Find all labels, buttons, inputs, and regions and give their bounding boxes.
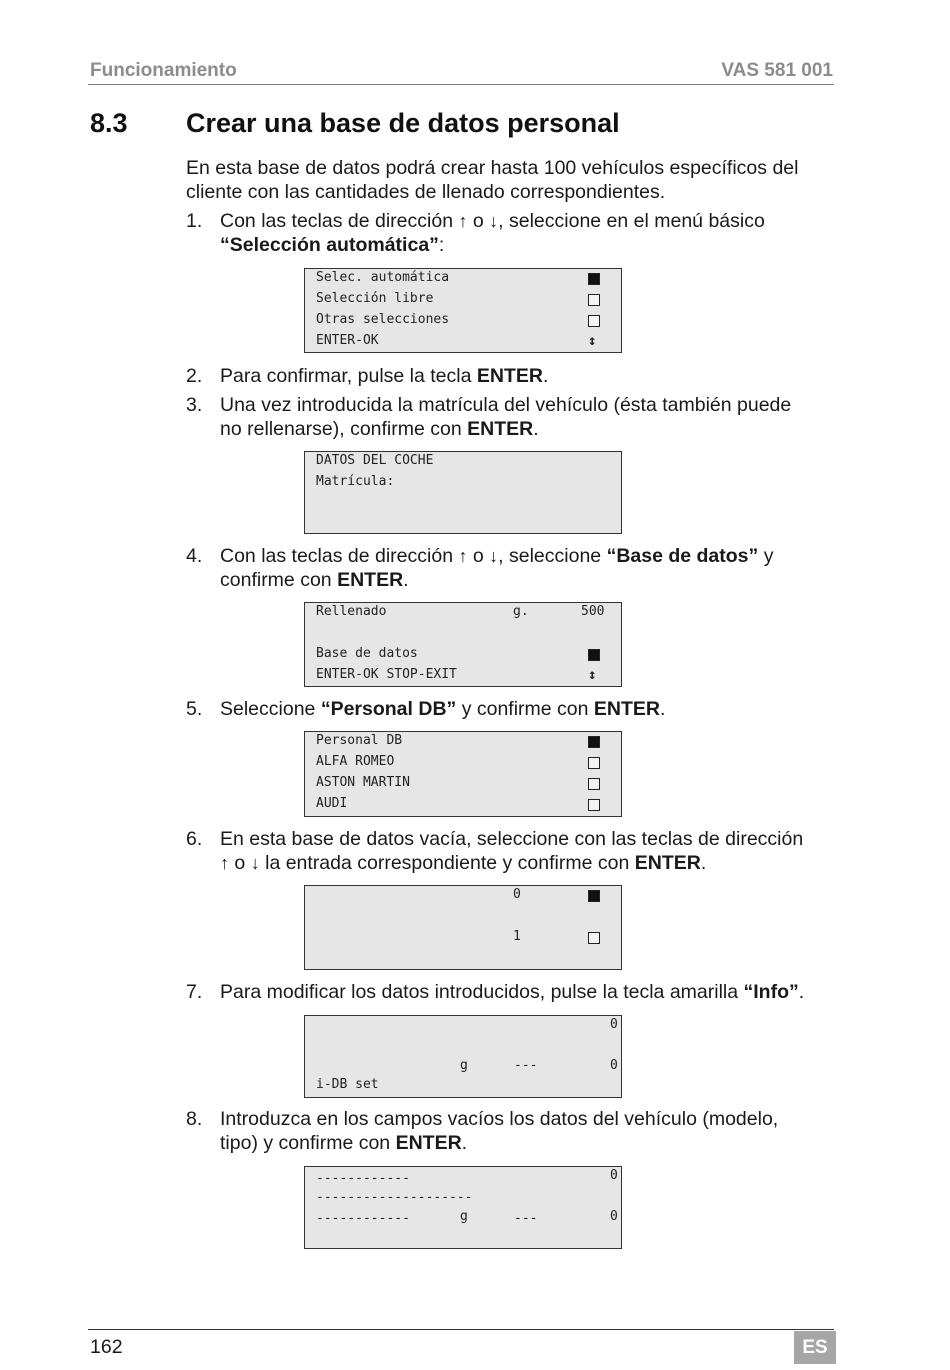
step-text: Con las teclas de dirección [220, 545, 459, 567]
display-line: Personal DB [316, 733, 403, 748]
step-number: 1. [186, 210, 203, 232]
checkbox-filled-icon [588, 649, 600, 661]
display-line: i-DB set [316, 1077, 379, 1092]
key-name: “Info” [743, 981, 799, 1003]
step-text: Seleccione [220, 698, 321, 720]
step-text: Una vez introducida la matrícula del vehículo (ésta también puede [220, 394, 792, 416]
key-name: ENTER [593, 698, 661, 720]
key-name: ENTER [467, 418, 534, 440]
display-screen-7 [304, 1166, 622, 1249]
display-screen-3 [304, 602, 622, 687]
step-text: Para modificar los datos introducidos, pulse la tecla amarilla [220, 981, 744, 1003]
display-line: ------------ [316, 1211, 410, 1226]
step-text: o [229, 852, 251, 874]
display-line: Rellenado [316, 604, 387, 619]
display-value: --- [514, 1058, 538, 1073]
checkbox-empty-icon [588, 932, 600, 944]
checkbox-empty-icon [588, 294, 600, 306]
arrow-down-icon: ↓ [489, 211, 499, 231]
display-line: ASTON MARTIN [316, 775, 410, 790]
checkbox-filled-icon [588, 890, 600, 902]
display-screen-2 [304, 451, 622, 534]
menu-item-name: “Selección automática” [220, 234, 439, 256]
step-number: 7. [186, 981, 203, 1003]
display-value: 0 [610, 1058, 618, 1073]
step-text: y [758, 545, 774, 567]
display-screen-4 [304, 731, 622, 817]
arrow-down-icon: ↓ [250, 853, 260, 873]
running-header-left: Funcionamiento [90, 60, 237, 81]
running-header-right: VAS 581 001 [721, 60, 833, 81]
step-text: : [438, 234, 445, 256]
step-text: o [467, 545, 490, 567]
display-unit: g [460, 1209, 468, 1224]
step-text: . [542, 365, 549, 387]
section-title: Crear una base de datos personal [186, 108, 620, 138]
step-number: 8. [186, 1108, 203, 1130]
step-text: En esta base de datos vacía, seleccione con las teclas de dirección [220, 828, 804, 850]
step-text: tipo) y confirme con [220, 1132, 396, 1154]
footer-divider [88, 1329, 834, 1330]
checkbox-filled-icon [588, 736, 600, 748]
step-number: 6. [186, 828, 203, 850]
step-text: la entrada correspondiente y confirme con [259, 852, 635, 874]
key-name: ENTER [634, 852, 701, 874]
arrow-up-icon: ↑ [458, 211, 468, 231]
display-value: 500 [581, 604, 605, 619]
step-text: . [403, 569, 409, 591]
step-text: . [700, 852, 707, 874]
display-value: 0 [610, 1017, 618, 1032]
checkbox-empty-icon [588, 315, 600, 327]
section-number: 8.3 [90, 108, 128, 138]
step-text: Con las teclas de dirección [220, 210, 459, 232]
checkbox-empty-icon [588, 757, 600, 769]
step-number: 3. [186, 394, 203, 416]
display-value: 0 [610, 1209, 618, 1224]
up-down-arrow-icon: ↕ [588, 667, 597, 683]
menu-item-name: “Base de datos” [606, 545, 759, 567]
step-text: . [660, 698, 666, 720]
arrow-up-icon: ↑ [220, 853, 229, 873]
checkbox-filled-icon [588, 273, 600, 285]
checkbox-empty-icon [588, 799, 600, 811]
display-line: ENTER-OK [316, 333, 379, 348]
page-number: 162 [90, 1336, 123, 1358]
display-line: Selección libre [316, 291, 434, 306]
up-down-arrow-icon: ↕ [588, 333, 597, 349]
display-line: ALFA ROMEO [316, 754, 395, 769]
display-line: DATOS DEL COCHE [316, 453, 434, 468]
display-line: ------------ [316, 1171, 410, 1186]
display-unit: g [460, 1058, 468, 1073]
display-screen-1 [304, 268, 622, 353]
step-text: no rellenarse), confirme con [220, 418, 468, 440]
menu-item-name: “Personal DB” [320, 698, 457, 720]
key-name: ENTER [476, 365, 543, 387]
step-text: o [467, 210, 490, 232]
step-text: , seleccione [498, 545, 607, 567]
display-line: Selec. automática [316, 270, 450, 285]
language-badge: ES [794, 1331, 836, 1364]
header-divider [88, 84, 834, 85]
arrow-down-icon: ↓ [489, 546, 499, 566]
intro-paragraph [186, 156, 846, 204]
display-line: Otras selecciones [316, 312, 450, 327]
display-line: Base de datos [316, 646, 418, 661]
display-line: Matrícula: [316, 474, 395, 489]
step-text: Introduzca en los campos vacíos los datos del vehículo (modelo, [220, 1108, 779, 1130]
checkbox-empty-icon [588, 778, 600, 790]
step-text: . [798, 981, 805, 1003]
key-name: ENTER [337, 569, 404, 591]
step-text: confirme con [220, 569, 338, 591]
display-value: --- [514, 1211, 538, 1226]
display-line: ENTER-OK STOP-EXIT [316, 667, 457, 682]
display-value: 0 [513, 887, 521, 902]
display-line: -------------------- [316, 1190, 473, 1205]
step-text: , seleccione en el menú básico [498, 210, 765, 232]
display-value: 0 [610, 1168, 618, 1183]
step-text: Para confirmar, pulse la tecla [220, 365, 477, 387]
intro-line-1: En esta base de datos podrá crear hasta 100 vehículos específicos del [186, 157, 799, 179]
step-number: 2. [186, 365, 203, 387]
step-text: . [461, 1132, 468, 1154]
step-text: y confirme con [456, 698, 594, 720]
display-value: 1 [513, 929, 521, 944]
display-unit: g. [513, 604, 529, 619]
arrow-up-icon: ↑ [458, 546, 468, 566]
step-number: 5. [186, 698, 203, 720]
intro-line-2: cliente con las cantidades de llenado correspondientes. [186, 181, 666, 203]
display-screen-5 [304, 885, 622, 970]
step-text: . [533, 418, 539, 440]
step-number: 4. [186, 545, 203, 567]
key-name: ENTER [395, 1132, 462, 1154]
display-line: AUDI [316, 796, 348, 811]
display-screen-6 [304, 1015, 622, 1098]
